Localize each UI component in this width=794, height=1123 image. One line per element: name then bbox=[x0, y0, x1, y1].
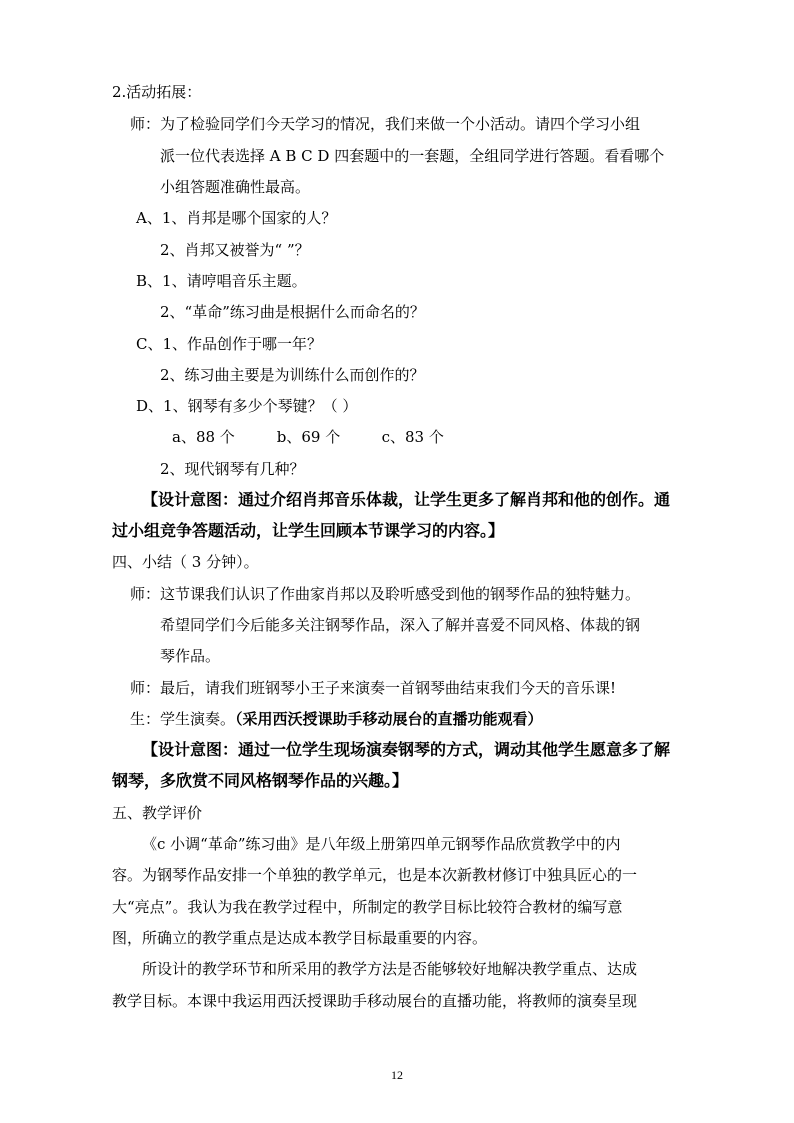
teacher-intro-line-3: 小组答题准确性最高。 bbox=[160, 178, 311, 196]
summary-teacher-line-1: 师：这节课我们认识了作曲家肖邦以及聆听感受到他的钢琴作品的独特魅力。 bbox=[130, 585, 641, 603]
evaluation-para1-line-4: 图，所确立的教学重点是达成本教学目标最重要的内容。 bbox=[112, 929, 488, 947]
question-d1: D、1、钢琴有多少个琴键？（ ） bbox=[136, 397, 358, 415]
design-intent-2-line-2: 钢琴，多欣赏不同风格钢琴作品的兴趣。】 bbox=[112, 771, 409, 790]
design-intent-1-line-1: 【设计意图：通过介绍肖邦音乐体裁，让学生更多了解肖邦和他的创作。通 bbox=[142, 490, 671, 509]
summary-teacher-line-2: 希望同学们今后能多关注钢琴作品，深入了解并喜爱不同风格、体裁的钢 bbox=[160, 616, 641, 634]
option-b: b、69 个 bbox=[276, 428, 341, 446]
question-c1: C、1、作品创作于哪一年？ bbox=[136, 335, 323, 353]
design-intent-1-line-2: 过小组竞争答题活动，让学生回顾本节课学习的内容。】 bbox=[112, 521, 505, 540]
question-b1: B、1、请哼唱音乐主题。 bbox=[136, 272, 307, 290]
question-d1-options bbox=[172, 427, 444, 447]
question-a2: 2、肖邦又被誉为“ ”？ bbox=[160, 241, 310, 259]
option-a: a、88 个 bbox=[172, 428, 235, 446]
summary-teacher-closing: 师：最后，请我们班钢琴小王子来演奏一首钢琴曲结束我们今天的音乐课! bbox=[130, 679, 617, 697]
evaluation-para1-line-1: 《c 小调“革命”练习曲》是八年级上册第四单元钢琴作品欣赏教学中的内 bbox=[142, 835, 621, 853]
evaluation-para2-line-2: 教学目标。本课中我运用西沃授课助手移动展台的直播功能，将教师的演奏呈现 bbox=[112, 992, 638, 1010]
design-intent-2-line-1: 【设计意图：通过一位学生现场演奏钢琴的方式，调动其他学生愿意多了解 bbox=[142, 740, 671, 759]
evaluation-para1-line-2: 容。为钢琴作品安排一个单独的教学单元，也是本次新教材修订中独具匠心的一 bbox=[112, 866, 638, 884]
evaluation-heading: 五、教学评价 bbox=[112, 804, 203, 822]
summary-teacher-line-3: 琴作品。 bbox=[160, 647, 221, 665]
student-prefix: 生：学生演奏。 bbox=[130, 710, 236, 728]
teacher-intro-line-1: 师：为了检验同学们今天学习的情况，我们来做一个小活动。请四个学习小组 bbox=[130, 115, 641, 133]
evaluation-para2-line-1: 所设计的教学环节和所采用的教学方法是否能够较好地解决教学重点、达成 bbox=[142, 960, 638, 978]
evaluation-para1-line-3: 大“亮点”。我认为我在教学过程中，所制定的教学目标比较符合教材的编写意 bbox=[112, 898, 623, 916]
section-heading: 2.活动拓展： bbox=[112, 83, 202, 101]
option-c: c、83 个 bbox=[381, 428, 444, 446]
page-number: 12 bbox=[391, 1068, 403, 1082]
question-d2: 2、现代钢琴有几种？ bbox=[160, 460, 305, 478]
summary-student-line bbox=[130, 709, 543, 729]
teacher-intro-line-2: 派一位代表选择 A B C D 四套题中的一套题，全组同学进行答题。看看哪个 bbox=[160, 147, 665, 165]
summary-heading: 四、小结（ 3 分钟）。 bbox=[112, 553, 259, 571]
question-b2: 2、“革命”练习曲是根据什么而命名的？ bbox=[160, 303, 425, 321]
question-c2: 2、练习曲主要是为训练什么而创作的？ bbox=[160, 366, 425, 384]
question-a1: A、1、肖邦是哪个国家的人？ bbox=[136, 209, 337, 227]
student-note: （采用西沃授课助手移动展台的直播功能观看） bbox=[235, 710, 543, 728]
